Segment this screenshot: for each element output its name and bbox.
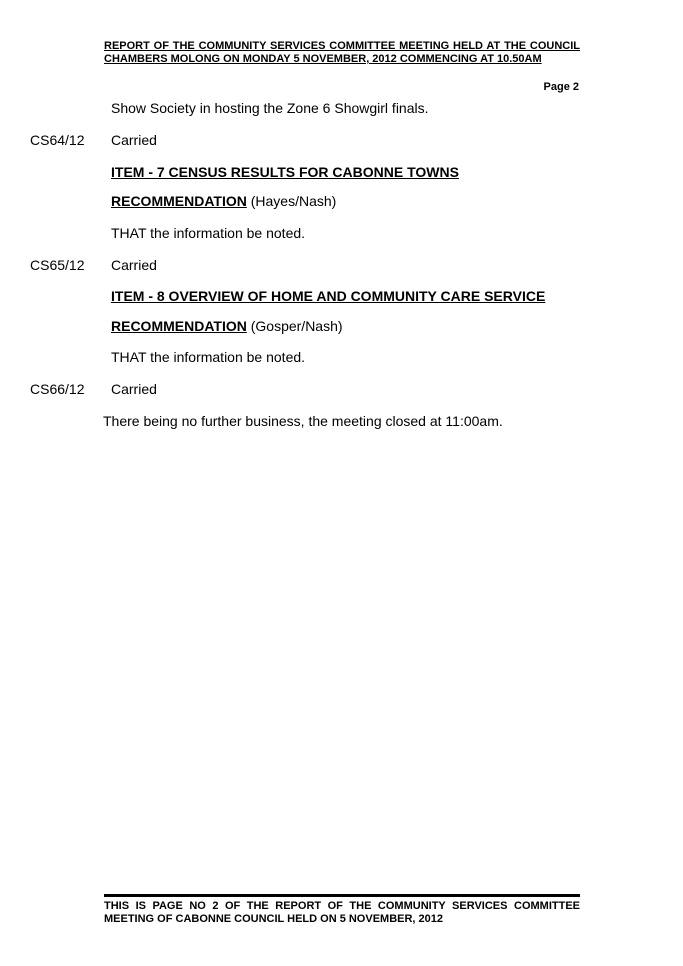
page-number: Page 2 [543, 81, 579, 93]
resolution-text: Carried [111, 132, 157, 148]
page-footer: THIS IS PAGE NO 2 OF THE REPORT OF THE COMMUNITY SERVICES COMMITTEE MEETING OF CABONNE COUNCIL HELD ON 5 NOVEMBER, 2012 [104, 894, 580, 926]
resolution-number: CS66/12 [30, 381, 85, 397]
continuation-text: Show Society in hosting the Zone 6 Showgirl finals. [111, 100, 429, 116]
report-header: REPORT OF THE COMMUNITY SERVICES COMMITTEE MEETING HELD AT THE COUNCIL CHAMBERS MOLONG ON MONDAY 5 NOVEMBER, 2012 COMMENCING AT 10.50AM [104, 40, 580, 65]
resolution-text: Carried [111, 381, 157, 397]
item-heading: ITEM - 8 OVERVIEW OF HOME AND COMMUNITY CARE SERVICE [111, 288, 546, 304]
recommendation-line [111, 193, 336, 210]
recommendation-label: RECOMMENDATION [111, 193, 247, 209]
recommendation-label: RECOMMENDATION [111, 318, 247, 334]
item-heading: ITEM - 7 CENSUS RESULTS FOR CABONNE TOWNS [111, 164, 459, 180]
resolution-number: CS64/12 [30, 132, 85, 148]
motion-text: THAT the information be noted. [111, 349, 306, 365]
recommendation-line [111, 318, 343, 335]
movers: (Gosper/Nash) [246, 318, 343, 334]
resolution-text: Carried [111, 257, 157, 273]
motion-text: THAT the information be noted. [111, 225, 306, 241]
movers: (Hayes/Nash) [246, 193, 337, 209]
closing-statement: There being no further business, the meeting closed at 11:00am. [103, 413, 503, 429]
resolution-number: CS65/12 [30, 257, 85, 273]
